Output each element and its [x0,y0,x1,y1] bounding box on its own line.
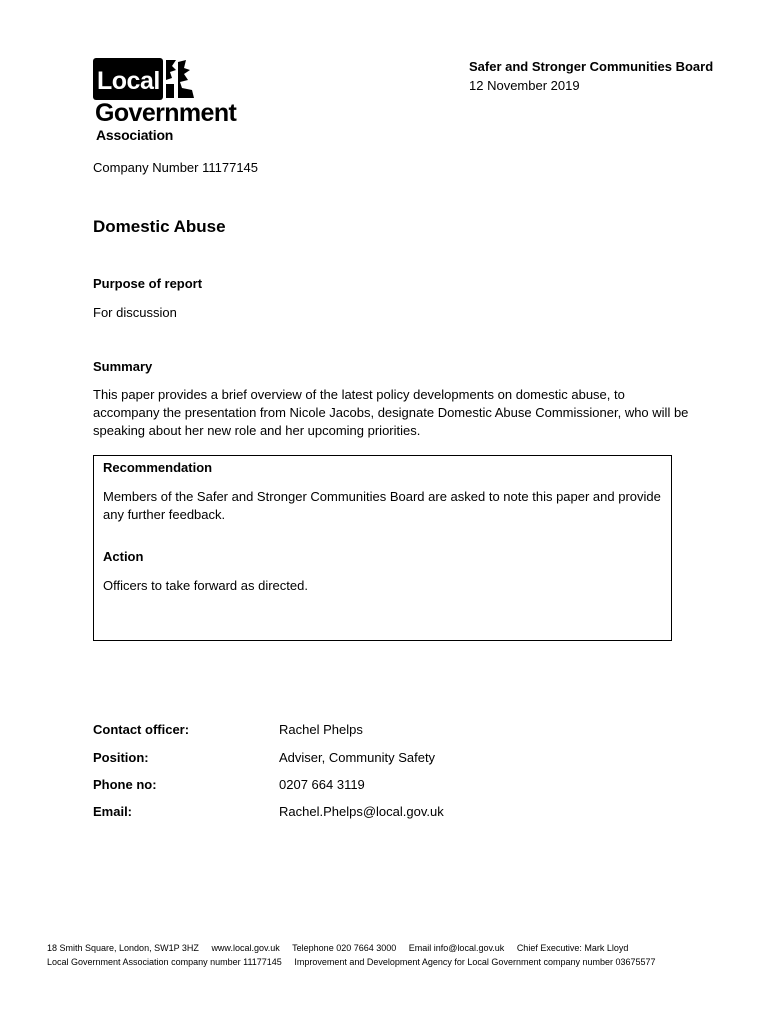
board-name: Safer and Stronger Communities Board [469,59,714,74]
recommendation-text: Members of the Safer and Stronger Communities Board are asked to note this paper and provide any further feedback. [103,489,661,522]
crown-icon [162,58,196,100]
footer-chief-exec: Chief Executive: Mark Lloyd [516,943,629,953]
page-footer [47,941,727,969]
email-label: Email: [93,804,133,819]
position-value: Adviser, Community Safety [279,750,436,765]
footer-telephone: Telephone 020 7664 3000 [292,943,397,953]
action-text: Officers to take forward as directed. [103,578,308,593]
summary-text: This paper provides a brief overview of the latest policy developments on domestic abuse, to accompany the presentation from Nicole Jacobs, designate Domestic Abuse Commissioner, who will be speaking about her new role and her upcoming priorities. [93,387,689,438]
recommendation-box [93,455,672,641]
footer-website[interactable]: www.local.gov.uk [211,943,280,953]
document-title: Domestic Abuse [93,217,226,236]
logo-line2: Government [95,99,237,127]
recommendation-heading: Recommendation [103,460,213,475]
company-number: Company Number 11177145 [93,160,259,175]
phone-value: 0207 664 3119 [279,777,365,792]
header-meta [469,58,729,94]
contact-label: Contact officer: [93,722,190,737]
action-heading: Action [103,549,144,564]
logo-badge [93,58,163,100]
position-label: Position: [93,750,149,765]
footer-address: 18 Smith Square, London, SW1P 3HZ [47,943,199,953]
footer-line2 [47,955,727,969]
meeting-date: 12 November 2019 [469,78,580,93]
footer-lga-company: Local Government Association company number 11177145 [47,957,282,967]
purpose-text: For discussion [93,305,177,320]
footer-ida-company: Improvement and Development Agency for Local Government company number 03675577 [294,957,656,967]
footer-email[interactable]: Email info@local.gov.uk [408,943,505,953]
logo-line3: Association [96,127,174,143]
email-value[interactable]: Rachel.Phelps@local.gov.uk [279,804,444,819]
phone-label: Phone no: [93,777,157,792]
contact-value: Rachel Phelps [279,722,363,737]
purpose-heading: Purpose of report [93,276,203,291]
lga-logo [93,58,243,144]
logo-line1: Local [97,67,160,95]
footer-line1 [47,941,727,955]
summary-heading: Summary [93,359,153,374]
